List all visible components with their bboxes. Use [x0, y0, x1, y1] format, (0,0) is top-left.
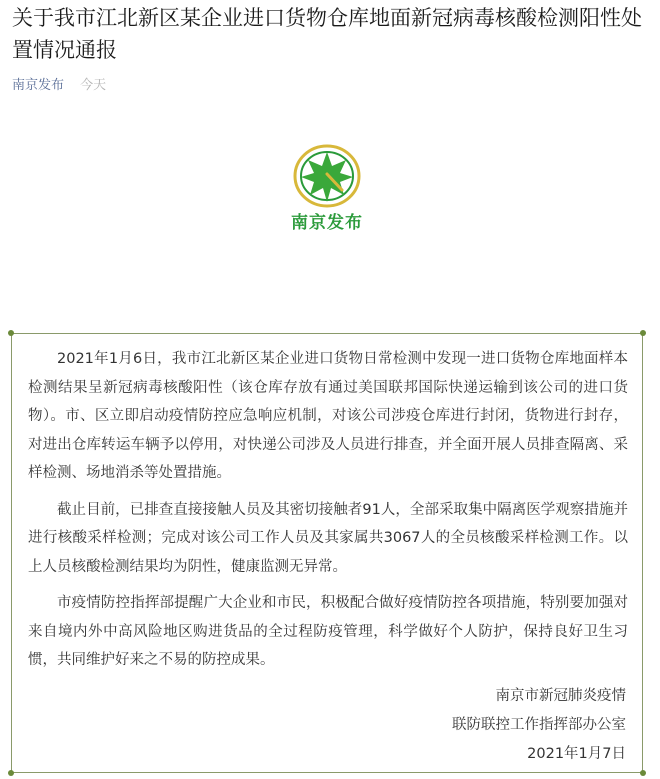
- frame-corner: [640, 330, 646, 336]
- signature-line-1: 南京市新冠肺炎疫情: [495, 688, 626, 704]
- account-link[interactable]: 南京发布: [12, 78, 65, 93]
- signature-line-2: 联防联控工作指挥部办公室: [452, 717, 626, 733]
- signature-block: [452, 682, 626, 769]
- paragraph-2: 截止目前，已排查直接接触人员及其密切接触者91人，全部采取集中隔离医学观察措施并进行核酸采样检测；完成对该公司工作人员及其家属共3067人的全员核酸采样检测工作。以上人员核酸检测结果均为阴性，健康监测无异常。: [28, 501, 628, 575]
- publish-date: 今天: [80, 78, 107, 93]
- frame-corner: [8, 770, 14, 776]
- paragraph-1: 2021年1月6日，我市江北新区某企业进口货物日常检测中发现一进口货物仓库地面样本检测结果呈新冠病毒核酸阳性（该仓库存放有通过美国联邦国际快递运输到该公司的进口货物）。市、区立即启动疫情防控应急响应机制，对该公司涉疫仓库进行封闭，货物进行封存，对进出仓库转运车辆予以停用，对快递公司涉及人员进行排查，并全面开展人员排查隔离、采样检测、场地消杀等处置措施。: [28, 351, 628, 481]
- article-title: 关于我市江北新区某企业进口货物仓库地面新冠病毒核酸检测阳性处置情况通报: [12, 6, 642, 62]
- frame-corner: [640, 770, 646, 776]
- paragraph-3: 市疫情防控指挥部提醒广大企业和市民，积极配合做好疫情防控各项措施，特别要加强对来自境内外中高风险地区购进货品的全过程防疫管理，科学做好个人防护，保持良好卫生习惯，共同维护好来之不易的防控成果。: [28, 595, 628, 668]
- signature-date: 2021年1月7日: [527, 746, 626, 762]
- article-body: [28, 345, 628, 683]
- logo-text: 南京发布: [291, 213, 363, 233]
- nanjing-logo: [262, 140, 392, 240]
- maple-leaf-icon: [262, 140, 392, 212]
- article-meta: [12, 74, 106, 93]
- frame-corner: [8, 330, 14, 336]
